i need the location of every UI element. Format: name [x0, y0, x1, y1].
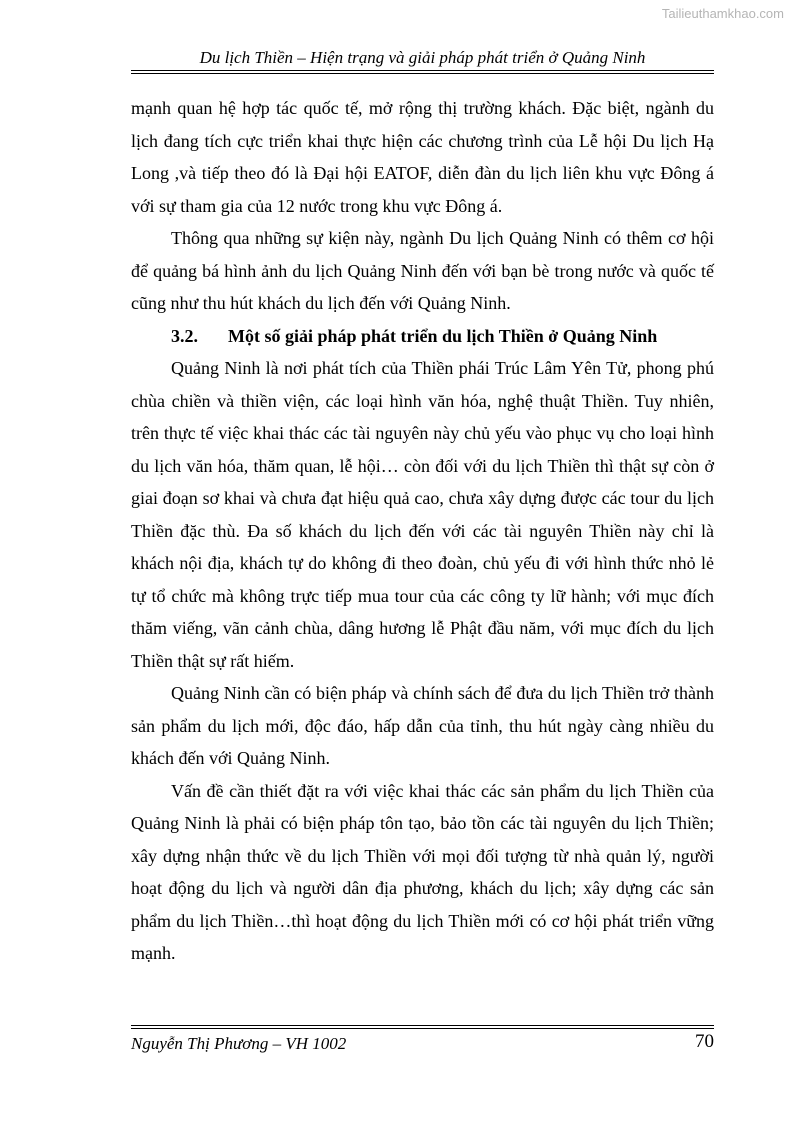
running-header: Du lịch Thiền – Hiện trạng và giải pháp phát triển ở Quảng Ninh — [199, 48, 646, 67]
header-divider — [131, 70, 714, 74]
page-number: 70 — [695, 1031, 714, 1052]
footer-divider — [131, 1025, 714, 1029]
section-title: Một số giải pháp phát triển du lịch Thiền ở Quảng Ninh — [228, 325, 658, 346]
paragraph-continued: mạnh quan hệ hợp tác quốc tế, mở rộng thị trường khách. Đặc biệt, ngành du lịch đang tích cực triển khai thực hiện các chương trình của Lễ hội Du lịch Hạ Long ,và tiếp theo đó là Đại hội EATOF, diễn đàn du lịch liên khu vực Đông á với sự tham gia của 12 nước trong khu vực Đông á. — [131, 98, 714, 216]
section-number: 3.2. — [171, 325, 198, 346]
watermark-text: Tailieuthamkhao.com — [661, 6, 784, 21]
paragraph-policy: Quảng Ninh cần có biện pháp và chính sách để đưa du lịch Thiền trở thành sản phẩm du lịch mới, độc đáo, hấp dẫn của tỉnh, thu hút ngày càng nhiều du khách đến với Quảng Ninh. — [131, 683, 714, 768]
page-body — [131, 92, 714, 970]
paragraph-solutions: Vấn đề cần thiết đặt ra với việc khai thác các sản phẩm du lịch Thiền của Quảng Ninh là phải có biện pháp tôn tạo, bảo tồn các tài nguyên du lịch Thiền; xây dựng nhận thức về du lịch Thiền với mọi đối tượng từ nhà quản lý, người hoạt động du lịch và người dân địa phương, khách du lịch; xây dựng các sản phẩm du lịch Thiền…thì hoạt động du lịch Thiền mới có cơ hội phát triển vững mạnh. — [131, 780, 714, 963]
section-heading — [131, 320, 714, 353]
paragraph-events: Thông qua những sự kiện này, ngành Du lịch Quảng Ninh có thêm cơ hội để quảng bá hình ảnh du lịch Quảng Ninh đến với bạn bè trong nước và quốc tế cũng như thu hút khách du lịch đến với Quảng Ninh. — [131, 228, 714, 313]
footer-author: Nguyễn Thị Phương – VH 1002 — [131, 1034, 347, 1053]
paragraph-current-state: Quảng Ninh là nơi phát tích của Thiền phái Trúc Lâm Yên Tử, phong phú chùa chiền và thiền viện, các loại hình văn hóa, nghệ thuật Thiền. Tuy nhiên, trên thực tế việc khai thác các tài nguyên này chủ yếu vào phục vụ cho loại hình du lịch văn hóa, thăm quan, lễ hội… còn đối với du lịch Thiền thì thật sự còn ở giai đoạn sơ khai và chưa đạt hiệu quả cao, chưa xây dựng được các tour du lịch Thiền đặc thù. Đa số khách du lịch đến với các tài nguyên Thiền này chỉ là khách nội địa, khách tự do không đi theo đoàn, chủ yếu đi với hình thức nhỏ lẻ tự tổ chức mà không trực tiếp mua tour của các công ty lữ hành; với mục đích thăm viếng, vãn cảnh chùa, dâng hương lễ Phật đầu năm, với mục đích du lịch Thiền thật sự rất hiếm. — [131, 358, 714, 671]
